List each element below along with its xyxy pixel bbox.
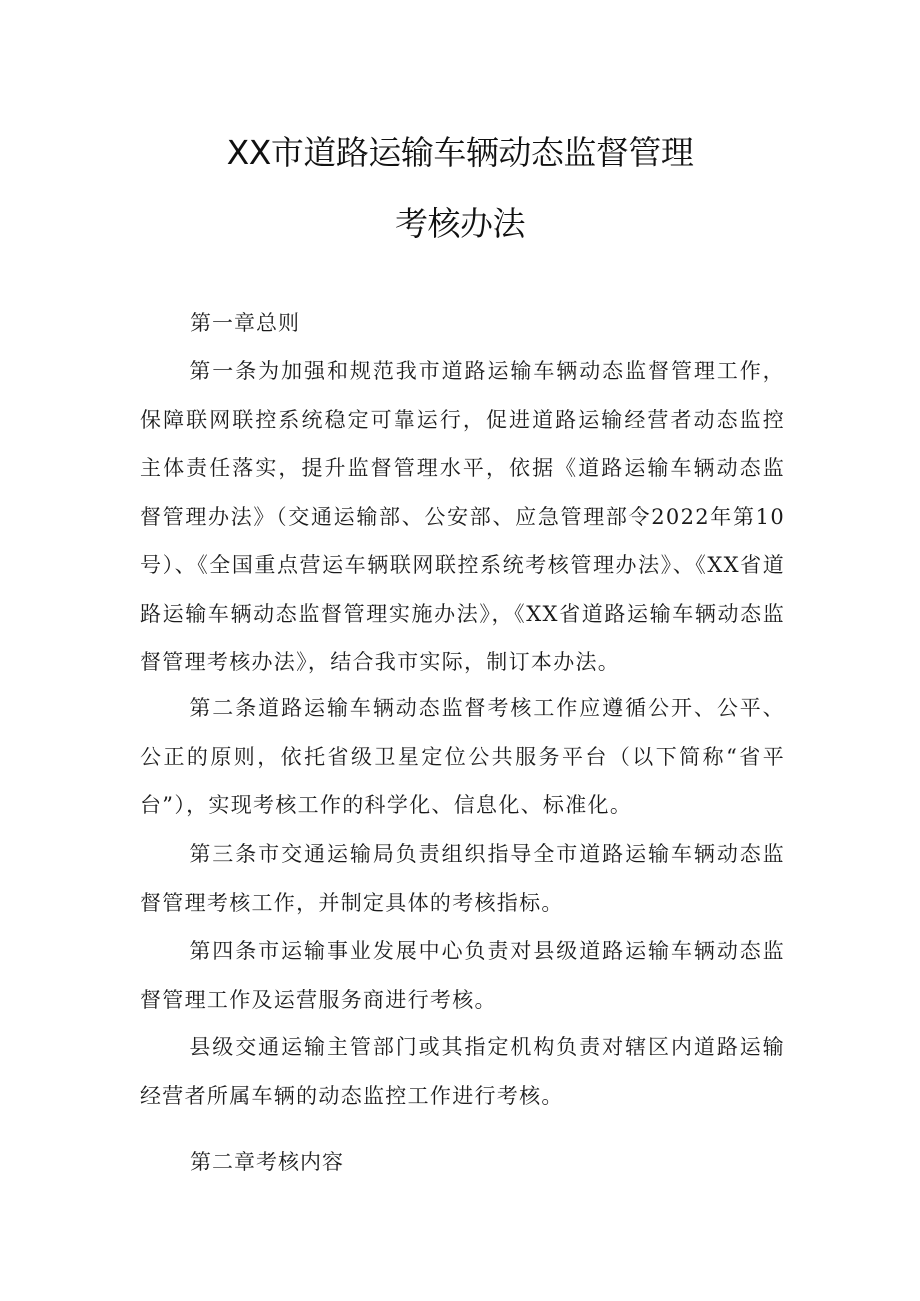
article-4-text: 第四条市运输事业发展中心负责对县级道路运输车辆动态监督管理工作及运营服务商进行考核。: [140, 939, 785, 1012]
article-3: [140, 830, 785, 927]
article-4: [140, 927, 785, 1024]
document-title-line-1: XX市道路运输车辆动态监督管理: [226, 133, 694, 172]
article-3-text: 第三条市交通运输局负责组织指导全市道路运输车辆动态监督管理考核工作，并制定具体的考核指标。: [140, 842, 785, 915]
article-1: [140, 347, 785, 687]
article-4-county-text: 县级交通运输主管部门或其指定机构负责对辖区内道路运输经营者所属车辆的动态监控工作进行考核。: [140, 1035, 785, 1108]
chapter-2-heading: 第二章考核内容: [190, 1150, 344, 1174]
article-2-text: 第二条道路运输车辆动态监督考核工作应遵循公开、公平、公正的原则，依托省级卫星定位公共服务平台（以下简称“省平台”），实现考核工作的科学化、信息化、标准化。: [140, 696, 785, 817]
article-2: [140, 684, 785, 830]
chapter-1-heading: 第一章总则: [190, 311, 300, 335]
document-title-line-2: 考核办法: [395, 204, 525, 243]
article-4-county-paragraph: [140, 1023, 785, 1120]
article-1-text: 第一条为加强和规范我市道路运输车辆动态监督管理工作，保障联网联控系统稳定可靠运行，促进道路运输经营者动态监控主体责任落实，提升监督管理水平，依据《道路运输车辆动态监督管理办法》（交通运输部、公安部、应急管理部令2022年第10号）、《全国重点营运车辆联网联控系统考核管理办法》、《XX省道路运输车辆动态监督管理实施办法》，《XX省道路运输车辆动态监督管理考核办法》，结合我市实际，制订本办法。: [140, 359, 785, 674]
